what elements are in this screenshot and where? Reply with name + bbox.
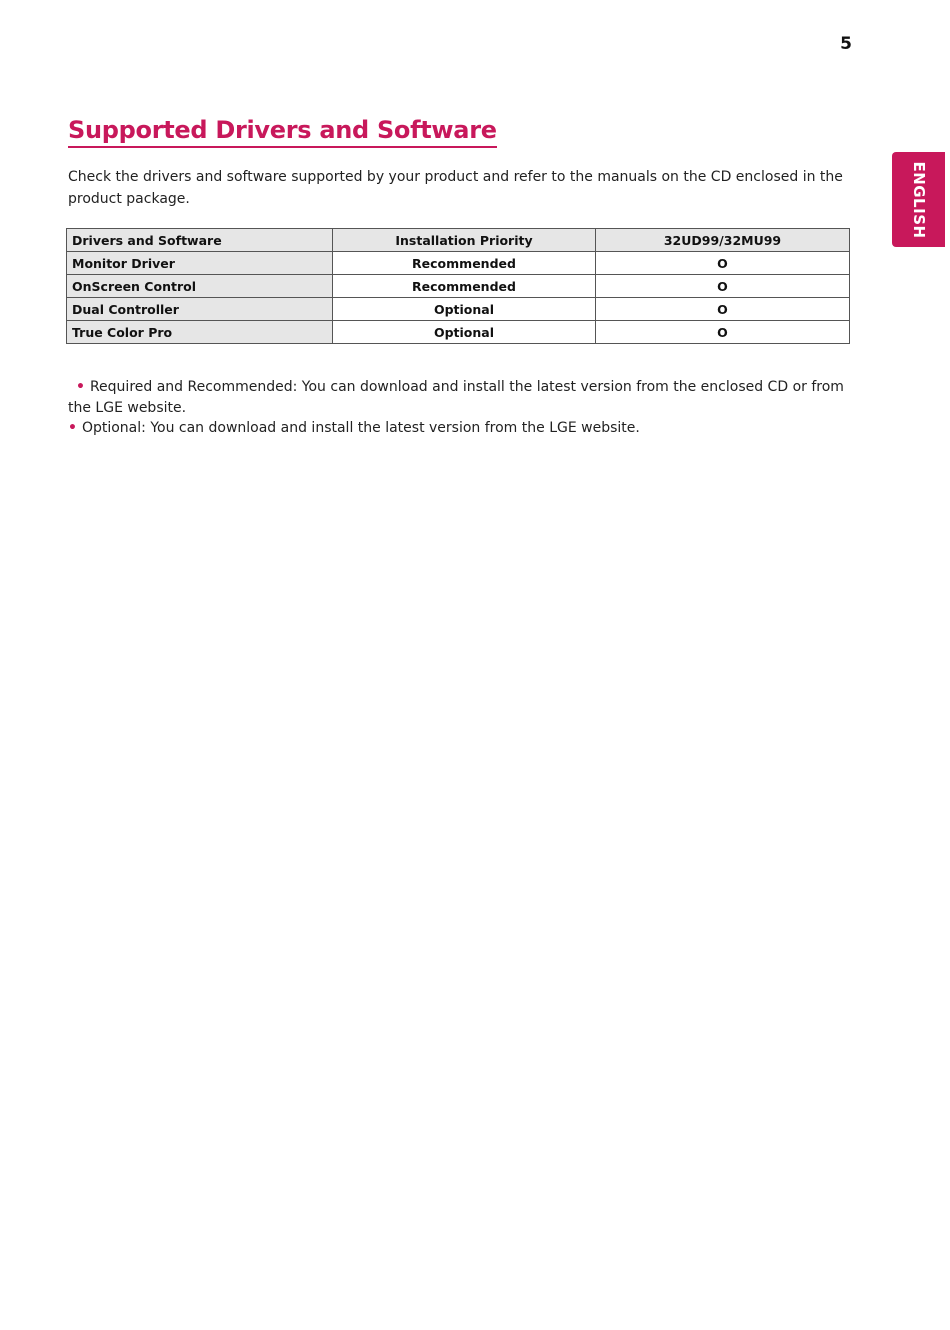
section-title: Supported Drivers and Software (68, 116, 497, 148)
bullet-icon: • (68, 420, 77, 436)
table-cell-priority: Optional (333, 321, 596, 344)
table-row (67, 275, 850, 298)
table-row (67, 298, 850, 321)
language-tab-label: ENGLISH (909, 160, 928, 239)
table-cell-priority: Recommended (333, 252, 596, 275)
table-cell-software: OnScreen Control (67, 275, 333, 298)
table-cell-software: True Color Pro (67, 321, 333, 344)
note-text: Optional: You can download and install the latest version from the LGE website. (81, 420, 640, 436)
bullet-icon: • (76, 379, 85, 395)
notes-list (68, 377, 858, 437)
table-header-cell: Drivers and Software (67, 229, 333, 252)
table-row (67, 252, 850, 275)
table-cell-priority: Recommended (333, 275, 596, 298)
table-cell-support: O (596, 275, 850, 298)
intro-paragraph: Check the drivers and software supported by your product and refer to the manuals on the CD enclosed in the product package. (68, 169, 843, 207)
table-header-cell: 32UD99/32MU99 (596, 229, 850, 252)
table-cell-support: O (596, 298, 850, 321)
page-number: 5 (840, 34, 852, 54)
language-tab (892, 152, 945, 247)
drivers-table (66, 228, 850, 344)
table-cell-software: Monitor Driver (67, 252, 333, 275)
note-item (68, 377, 858, 419)
table-header-row (67, 229, 850, 252)
table-cell-priority: Optional (333, 298, 596, 321)
table-row (67, 321, 850, 344)
table-cell-support: O (596, 321, 850, 344)
note-text: Required and Recommended: You can download and install the latest version from the enclosed CD or from the LGE website. (68, 379, 844, 416)
table-header-cell: Installation Priority (333, 229, 596, 252)
table-cell-software: Dual Controller (67, 298, 333, 321)
table-cell-support: O (596, 252, 850, 275)
note-item (68, 419, 858, 437)
